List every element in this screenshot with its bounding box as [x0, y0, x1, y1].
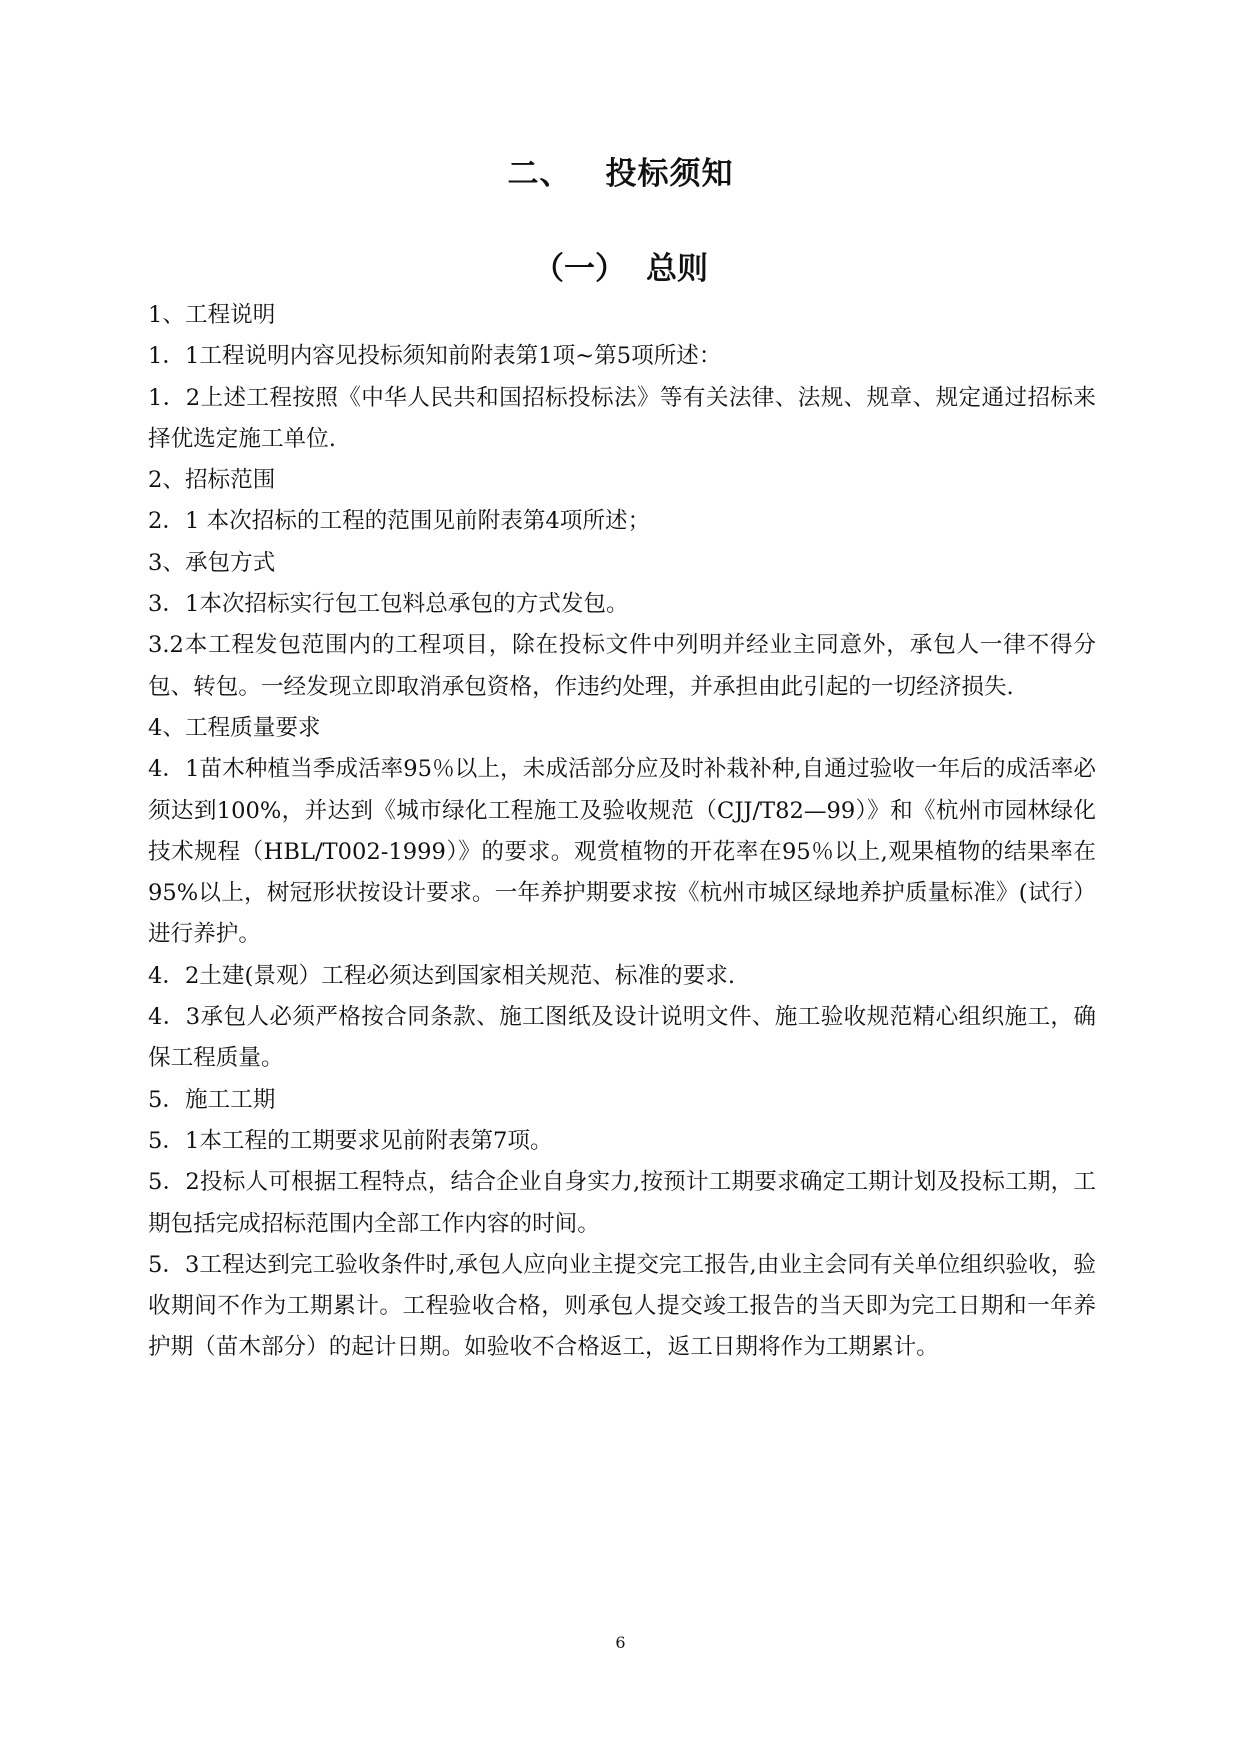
paragraph: 4．3承包人必须严格按合同条款、施工图纸及设计说明文件、施工验收规范精心组织施工，确保工程质量。: [148, 1004, 1096, 1072]
paragraph: 4、工程质量要求: [148, 714, 321, 741]
paragraph: 5．1本工程的工期要求见前附表第7项。: [148, 1127, 553, 1154]
section-number: 二、: [507, 156, 572, 192]
body-text: [148, 295, 1096, 1369]
paragraph: 5．3工程达到完工验收条件时,承包人应向业主提交完工报告,由业主会同有关单位组织验收，验收期间不作为工期累计。工程验收合格，则承包人提交竣工报告的当天即为完工日期和一年养护期（苗木部分）的起计日期。如验收不合格返工，返工日期将作为工期累计。: [148, 1251, 1096, 1361]
subsection-number: （一）: [533, 251, 626, 287]
paragraph: 3．1本次招标实行包工包料总承包的方式发包。: [148, 591, 629, 618]
paragraph: 1．2上述工程按照《中华人民共和国招标投标法》等有关法律、法规、规章、规定通过招标来择优选定施工单位.: [148, 384, 1096, 452]
paragraph: 5．2投标人可根据工程特点，结合企业自身实力,按预计工期要求确定工期计划及投标工期，工期包括完成招标范围内全部工作内容的时间。: [148, 1169, 1096, 1237]
section-title: 投标须知: [605, 156, 734, 192]
paragraph: 4．1苗木种植当季成活率95％以上，未成活部分应及时补栽补种,自通过验收一年后的成活率必须达到100%，并达到《城市绿化工程施工及验收规范（CJJ/T82—99）》和《杭州市园林绿化技术规程（HBL/T002-1999）》的要求。观赏植物的开花率在95％以上,观果植物的结果率在95%以上，树冠形状按设计要求。一年养护期要求按《杭州市城区绿地养护质量标准》(试行）进行养护。: [148, 756, 1096, 948]
paragraph: 2．1 本次招标的工程的范围见前附表第4项所述；: [148, 508, 651, 535]
paragraph: 4．2土建(景观）工程必须达到国家相关规范、标准的要求.: [148, 962, 735, 989]
paragraph: 1、工程说明: [148, 302, 276, 328]
paragraph: 1．1工程说明内容见投标须知前附表第1项~第5项所述：: [148, 343, 722, 370]
paragraph: 3、承包方式: [148, 549, 276, 576]
page-number: 6: [615, 1633, 626, 1652]
paragraph: 2、招标范围: [148, 467, 276, 494]
paragraph: 5．施工工期: [148, 1086, 276, 1113]
section-heading: [0, 148, 1241, 193]
subsection-heading: [0, 243, 1241, 288]
subsection-title: 总则: [646, 251, 708, 287]
paragraph: 3.2本工程发包范围内的工程项目，除在投标文件中列明并经业主同意外，承包人一律不得分包、转包。一经发现立即取消承包资格，作违约处理，并承担由此引起的一切经济损失.: [148, 632, 1096, 700]
